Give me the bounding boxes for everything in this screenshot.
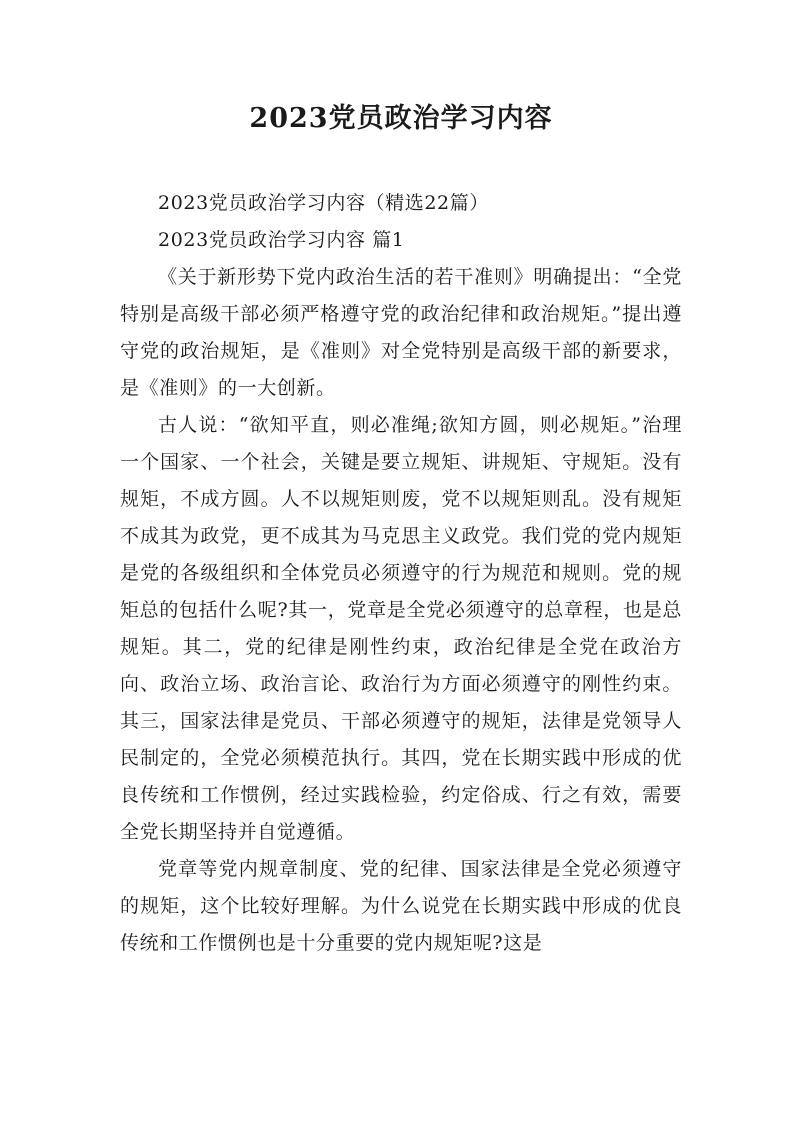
body-paragraph: 《关于新形势下党内政治生活的若干准则》明确提出：“全党特别是高级干部必须严格遵守党的政治纪律和政治规矩。”提出遵守党的政治规矩，是《准则》对全党特别是高级干部的新要求，是《准则》的一大创新。 (120, 266, 682, 399)
body-paragraph: 古人说：“欲知平直，则必准绳;欲知方圆，则必规矩。”治理一个国家、一个社会，关键是要立规矩、讲规矩、守规矩。没有规矩，不成方圆。人不以规矩则废，党不以规矩则乱。没有规矩不成其为政党，更不成其为马克思主义政党。我们党的党内规矩是党的各级组织和全体党员必须遵守的行为规范和规则。党的规矩总的包括什么呢?其一，党章是全党必须遵守的总章程，也是总规矩。其二，党的纪律是刚性约束，政治纪律是全党在政治方向、政治立场、政治言论、政治行为方面必须遵守的刚性约束。其三，国家法律是党员、干部必须遵守的规矩，法律是党领导人民制定的，全党必须模范执行。其四，党在长期实践中形成的优良传统和工作惯例，经过实践检验，约定俗成、行之有效，需要全党长期坚持并自觉遵循。 (120, 414, 682, 843)
subtitle-paragraph: 2023党员政治学习内容（精选22篇） (158, 192, 489, 214)
document-title: 2023党员政治学习内容 (249, 103, 553, 134)
section-heading: 2023党员政治学习内容 篇1 (158, 229, 405, 251)
body-paragraph: 党章等党内规章制度、党的纪律、国家法律是全党必须遵守的规矩，这个比较好理解。为什么说党在长期实践中形成的优良传统和工作惯例也是十分重要的党内规矩呢?这是 (120, 858, 682, 954)
